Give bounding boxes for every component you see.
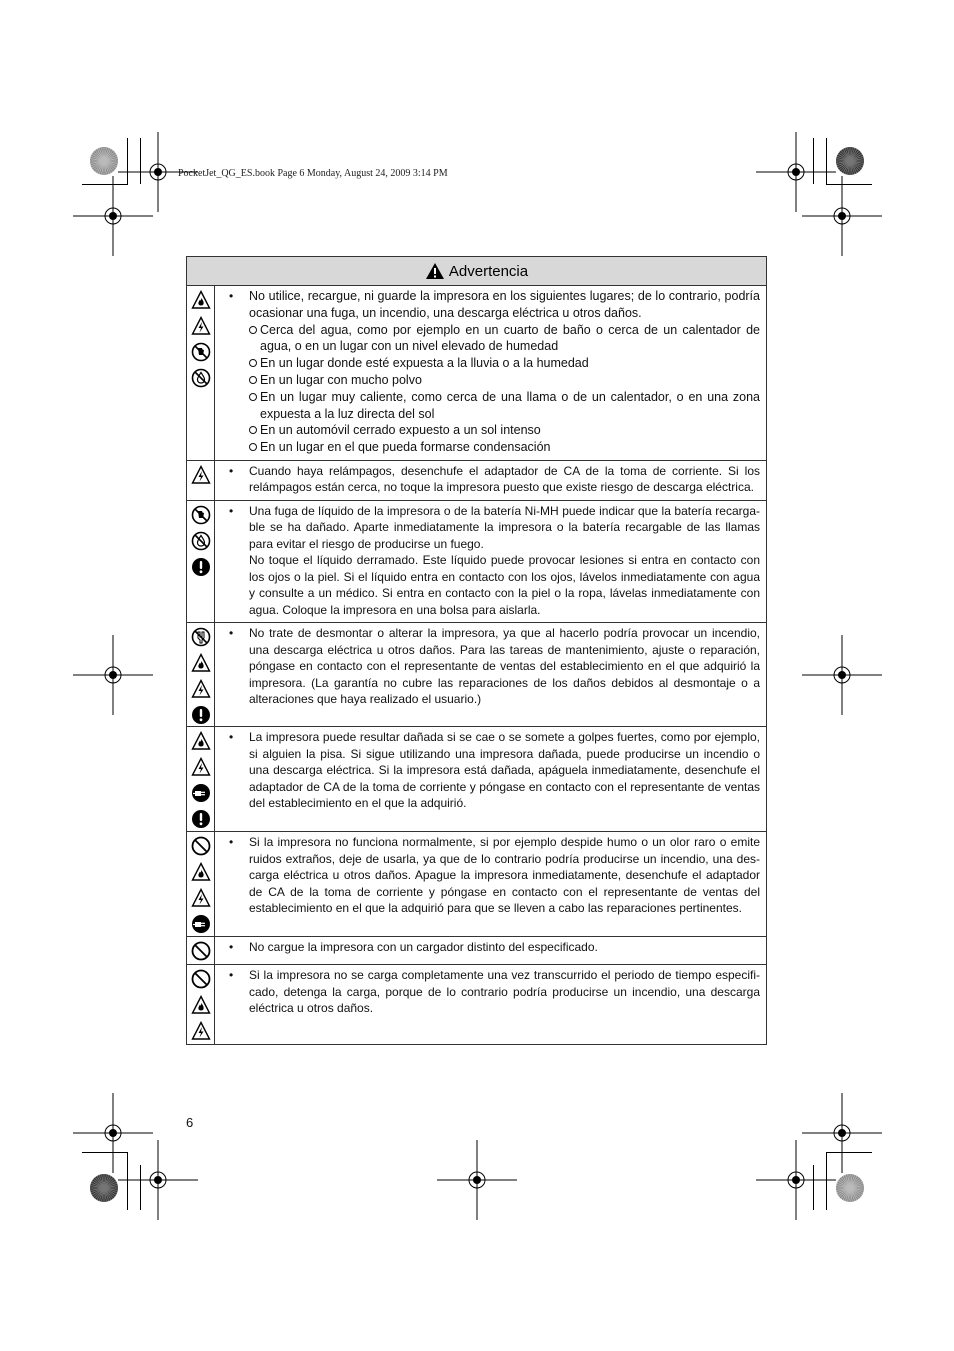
warning-row-content	[215, 727, 766, 831]
no-water-icon	[191, 531, 211, 551]
warning-triangle-icon	[425, 262, 445, 280]
warning-row-content	[215, 461, 766, 500]
registration-mark-icon	[756, 1140, 836, 1220]
color-target-icon	[835, 146, 865, 176]
page-number: 6	[186, 1115, 194, 1130]
warning-row-content	[215, 501, 766, 623]
unplug-icon	[191, 783, 211, 803]
location-subitem: En un lugar donde esté expuesta a la lluvia o a la humedad	[249, 355, 760, 372]
color-target-icon	[89, 146, 119, 176]
location-subitem: En un lugar en el que pueda formarse condensación	[249, 439, 760, 456]
warning-paragraph: Si la impresora no se carga completamente una vez transcurrido el periodo de tiempo especifi-cado, detenga la carga, porque de lo contrario podría producirse un incendio, una descarga eléctrica u otros daños.	[249, 968, 760, 1016]
warning-paragraph: No toque el líquido derramado. Este líquido puede provocar lesiones si entra en contacto con los ojos o la piel. Si el líquido entra en contacto con los ojos, lávelos inmediatamente con agua y consulte a un médico. Si entra en contacto con la piel o la ropa, lávelas inmediatamente con agua. Coloque la impresora en una bolsa para aislarla.	[249, 553, 760, 617]
warning-paragraph: La impresora puede resultar dañada si se cae o se somete a golpes fuertes, como por ejemplo, si alguien la pisa. Si sigue utilizando una impresora dañada, puede producirse un incendio o una descarga eléctrica. Si la impresora está dañada, apáguela inmediatamente, desenchufe el adaptador de CA de la toma de corriente y póngase en contacto con el representante de ventas del establecimiento en el que la adquirió.	[249, 730, 760, 811]
fire-warning-icon	[191, 862, 211, 882]
bullet-marker: •	[229, 835, 234, 850]
location-subitem: En un lugar muy caliente, como cerca de una llama o de un calentador, o en una zona expuesta a la luz directa del sol	[249, 389, 760, 423]
electric-shock-warning-icon	[191, 679, 211, 699]
warning-row	[187, 501, 766, 624]
print-header-line: PocketJet_QG_ES.book Page 6 Monday, August 24, 2009 3:14 PM	[178, 168, 448, 179]
warning-row	[187, 461, 766, 501]
bullet-marker: •	[229, 289, 234, 303]
warning-row-content	[215, 286, 766, 460]
no-water-icon	[191, 368, 211, 388]
prohibited-icon	[191, 836, 211, 856]
mandatory-action-icon	[191, 557, 211, 577]
electric-shock-warning-icon	[191, 465, 211, 485]
bullet-marker: •	[229, 730, 234, 745]
bullet-marker: •	[229, 940, 234, 955]
warning-paragraph: No utilice, recargue, ni guarde la impresora en los siguientes lugares; de lo contrario, podría ocasionar una fuga, un incendio, una descarga eléctrica u otros daños.	[249, 289, 760, 320]
electric-shock-warning-icon	[191, 757, 211, 777]
registration-mark-icon	[73, 635, 153, 715]
warning-paragraph: Una fuga de líquido de la impresora o de la batería Ni-MH puede indicar que la batería recarga-ble se ha dañado. Aparte inmediatamente la impresora o la batería recargable de las llamas para evitar el riesgo de producirse un fuego.	[249, 503, 760, 551]
color-target-icon	[835, 1173, 865, 1203]
registration-mark-icon	[73, 176, 153, 256]
warning-paragraph: Si la impresora no funciona normalmente, si por ejemplo despide humo o un olor raro o emite ruidos extraños, deje de usarla, ya que de lo contrario podría producirse un incendio, una des-carga eléctrica u otros daños. Apague la impresora inmediatamente, desenchufe el adaptador de CA de la toma de corriente y póngase en contacto con el representante de ventas del establecimiento en el que la adquirió para que se lleven a cabo las reparaciones pertinentes.	[249, 835, 760, 916]
warning-row	[187, 623, 766, 727]
warning-row	[187, 286, 766, 461]
registration-mark-icon	[802, 635, 882, 715]
registration-mark-icon	[802, 176, 882, 256]
warning-row	[187, 727, 766, 832]
warning-row-icons	[187, 501, 215, 623]
bullet-marker: •	[229, 503, 234, 518]
warning-paragraph: No cargue la impresora con un cargador distinto del especificado.	[249, 940, 598, 955]
mandatory-action-icon	[191, 705, 211, 725]
fire-warning-icon	[191, 653, 211, 673]
fire-warning-icon	[191, 995, 211, 1015]
warning-row-icons	[187, 937, 215, 964]
bullet-marker: •	[229, 463, 234, 478]
registration-mark-icon	[437, 1140, 517, 1220]
warning-row	[187, 937, 766, 965]
fire-warning-icon	[191, 290, 211, 310]
bullet-marker: •	[229, 968, 234, 983]
warning-row-icons	[187, 727, 215, 831]
warning-row	[187, 832, 766, 937]
location-subitem: En un lugar con mucho polvo	[249, 372, 760, 389]
warning-header	[187, 257, 766, 286]
warning-row-icons	[187, 965, 215, 1044]
warning-row-content	[215, 623, 766, 726]
warning-row-icons	[187, 286, 215, 460]
color-target-icon	[89, 1173, 119, 1203]
electric-shock-warning-icon	[191, 1021, 211, 1041]
no-wet-hands-icon	[191, 342, 211, 362]
warning-table	[186, 256, 767, 1045]
fire-warning-icon	[191, 731, 211, 751]
warning-row-icons	[187, 623, 215, 726]
prohibited-icon	[191, 941, 211, 961]
bullet-marker: •	[229, 626, 234, 641]
electric-shock-warning-icon	[191, 316, 211, 336]
warning-row-content	[215, 965, 766, 1044]
unplug-icon	[191, 914, 211, 934]
warning-row-icons	[187, 832, 215, 936]
warning-paragraph: No trate de desmontar o alterar la impresora, ya que al hacerlo podría provocar un incendio, una descarga eléctrica u otros daños. Para las tareas de mantenimiento, ajuste o reparación, póngase en contacto con el representante de ventas del establecimiento en el que adquirió la impresora. (La garantía no cubre las reparaciones de los daños debidos al desmontaje o a alteraciones que haya realizado el usuario.)	[249, 626, 760, 707]
location-subitem: Cerca del agua, como por ejemplo en un cuarto de baño o cerca de un calentador de agua, o en un lugar con un nivel elevado de humedad	[249, 322, 760, 356]
warning-paragraph: Cuando haya relámpagos, desenchufe el adaptador de CA de la toma de corriente. Si los relámpagos están cerca, no toque la impresora puesto que existe riesgo de descarga eléctrica.	[249, 463, 760, 495]
warning-row-content	[215, 832, 766, 936]
location-subitem: En un automóvil cerrado expuesto a un sol intenso	[249, 422, 760, 439]
prohibited-icon	[191, 969, 211, 989]
warning-title: Advertencia	[448, 262, 529, 280]
mandatory-action-icon	[191, 809, 211, 829]
warning-row-icons	[187, 461, 215, 500]
no-wet-hands-icon	[191, 505, 211, 525]
registration-mark-icon	[118, 1140, 198, 1220]
electric-shock-warning-icon	[191, 888, 211, 908]
warning-row-content	[215, 937, 766, 964]
warning-row	[187, 965, 766, 1044]
warning-rows	[187, 286, 766, 1044]
no-disassembly-icon	[191, 627, 211, 647]
